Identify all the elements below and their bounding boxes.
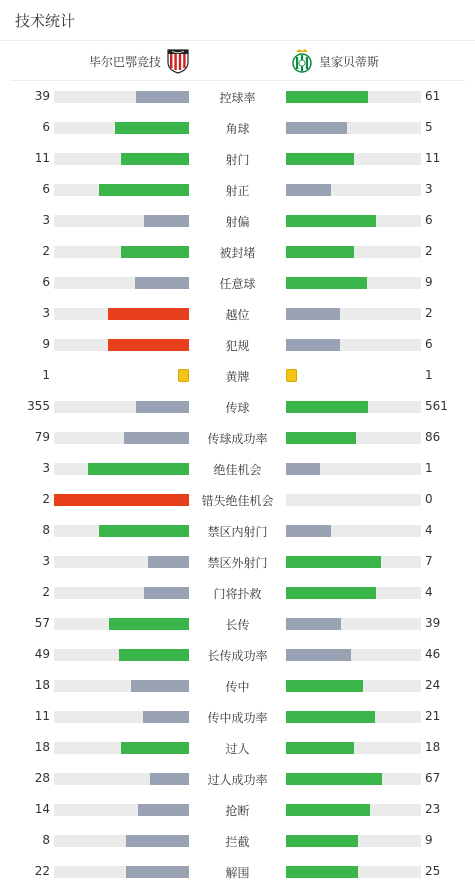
home-stat-bar-fill (144, 587, 189, 599)
stat-row (0, 174, 475, 205)
away-stat-value: 18 (425, 740, 441, 754)
home-stat-value: 3 (42, 306, 50, 320)
stat-label: 传球 (225, 401, 250, 415)
away-stat-bar-track (286, 184, 421, 196)
away-stat-bar-fill (286, 742, 354, 754)
stat-label: 控球率 (219, 91, 256, 105)
away-stat-value: 2 (425, 306, 433, 320)
stat-label: 长传成功率 (207, 649, 268, 663)
home-stat-value: 3 (42, 554, 50, 568)
home-stat-value: 22 (34, 864, 50, 878)
stat-row (0, 577, 475, 608)
away-stat-value: 2 (425, 244, 433, 258)
home-stat-bar-track (54, 91, 189, 103)
away-stat-bar-track (286, 339, 421, 351)
stat-label: 射偏 (225, 215, 250, 229)
away-stat-bar-track (286, 401, 421, 413)
away-stat-bar-fill (286, 463, 320, 475)
home-stat-bar-fill (88, 463, 189, 475)
home-stat-bar-fill (126, 835, 189, 847)
stat-label: 长传 (225, 618, 250, 632)
home-stat-bar-track (54, 866, 189, 878)
home-stat-bar-fill (121, 246, 189, 258)
away-stat-bar-fill (286, 401, 368, 413)
stat-row (0, 360, 475, 391)
away-stat-value: 7 (425, 554, 433, 568)
home-stat-bar-fill (126, 866, 189, 878)
home-stat-value: 18 (34, 740, 50, 754)
athletic-bilbao-crest-icon (166, 48, 190, 74)
stat-row (0, 608, 475, 639)
home-stat-value: 3 (42, 461, 50, 475)
home-stat-bar-fill (121, 153, 189, 165)
away-stat-value: 86 (425, 430, 441, 444)
away-stat-bar-track (286, 649, 421, 661)
home-stat-bar-fill (150, 773, 189, 785)
home-stat-bar-track (54, 835, 189, 847)
home-stat-bar-track (54, 804, 189, 816)
home-stat-bar-track (54, 525, 189, 537)
away-team[interactable] (290, 41, 379, 81)
yellow-card-icon (286, 369, 297, 382)
home-stat-value: 39 (34, 89, 50, 103)
home-stat-value: 1 (42, 368, 50, 382)
away-stat-bar-fill (286, 773, 382, 785)
away-stat-bar-fill (286, 680, 363, 692)
home-stat-bar-track (54, 432, 189, 444)
home-stat-value: 11 (34, 151, 50, 165)
away-stat-bar-fill (286, 122, 347, 134)
away-stat-value: 11 (425, 151, 441, 165)
stat-label: 禁区外射门 (207, 556, 268, 570)
away-stat-bar-fill (286, 556, 381, 568)
away-stat-bar-fill (286, 804, 370, 816)
away-stat-value: 46 (425, 647, 441, 661)
real-betis-crest-icon (290, 48, 314, 74)
stat-row (0, 701, 475, 732)
away-stat-bar-fill (286, 308, 340, 320)
away-stat-value: 1 (425, 461, 433, 475)
home-stat-value: 49 (34, 647, 50, 661)
away-stat-bar-fill (286, 184, 331, 196)
stat-row (0, 329, 475, 360)
stat-row (0, 515, 475, 546)
away-stat-bar-track (286, 91, 421, 103)
stat-row (0, 856, 475, 887)
away-stat-bar-track (286, 308, 421, 320)
away-stat-bar-fill (286, 215, 376, 227)
home-stat-bar-fill (148, 556, 189, 568)
away-stat-bar-track (286, 277, 421, 289)
away-stat-bar-track (286, 773, 421, 785)
stat-label: 射门 (225, 153, 250, 167)
teams-row (10, 41, 465, 81)
away-stat-bar-fill (286, 711, 375, 723)
stat-label: 抢断 (225, 804, 250, 818)
home-stat-value: 57 (34, 616, 50, 630)
home-stat-value: 6 (42, 182, 50, 196)
stat-label: 传中 (225, 680, 250, 694)
away-team-name: 皇家贝蒂斯 (319, 54, 380, 69)
away-stat-bar-fill (286, 587, 376, 599)
stat-row (0, 205, 475, 236)
home-stat-bar-track (54, 587, 189, 599)
away-stat-bar-fill (286, 835, 358, 847)
away-stat-bar-track (286, 618, 421, 630)
away-stat-value: 6 (425, 337, 433, 351)
home-team[interactable] (89, 41, 190, 81)
home-team-name: 毕尔巴鄂竞技 (88, 54, 161, 69)
away-stat-value: 9 (425, 275, 433, 289)
away-stat-value: 61 (425, 89, 441, 103)
home-stat-bar-fill (138, 804, 189, 816)
away-stat-bar-track (286, 494, 421, 506)
stat-row (0, 391, 475, 422)
home-stat-bar-fill (143, 711, 189, 723)
page-title: 技术统计 (15, 12, 76, 30)
stat-label: 犯规 (225, 339, 250, 353)
home-stat-bar-track (54, 680, 189, 692)
home-stat-bar-fill (54, 494, 189, 506)
away-stat-bar-track (286, 835, 421, 847)
stat-label: 过人成功率 (207, 773, 268, 787)
stat-row (0, 298, 475, 329)
home-stat-value: 6 (42, 120, 50, 134)
away-stat-bar-track (286, 556, 421, 568)
stat-label: 传中成功率 (207, 711, 268, 725)
home-stat-bar-track (54, 742, 189, 754)
away-stat-value: 0 (425, 492, 433, 506)
home-stat-value: 9 (42, 337, 50, 351)
home-stat-value: 8 (42, 833, 50, 847)
home-stat-value: 8 (42, 523, 50, 537)
stat-label: 传球成功率 (207, 432, 268, 446)
home-stat-bar-track (54, 122, 189, 134)
stat-label: 过人 (225, 742, 250, 756)
home-stat-bar-track (54, 773, 189, 785)
home-stat-bar-track (54, 618, 189, 630)
header (0, 0, 475, 41)
stat-label: 绝佳机会 (213, 463, 262, 477)
away-stat-value: 39 (425, 616, 441, 630)
away-stat-value: 5 (425, 120, 433, 134)
away-stat-bar-track (286, 153, 421, 165)
home-stat-bar-track (54, 556, 189, 568)
home-stat-value: 355 (27, 399, 50, 413)
home-stat-bar-fill (136, 91, 189, 103)
away-stat-bar-fill (286, 91, 368, 103)
home-stat-bar-fill (136, 401, 189, 413)
away-stat-bar-fill (286, 277, 367, 289)
home-stat-value: 18 (34, 678, 50, 692)
home-stat-value: 2 (42, 244, 50, 258)
stat-label: 被封堵 (219, 246, 256, 260)
stat-label: 拦截 (225, 835, 250, 849)
stat-row (0, 732, 475, 763)
stat-label: 黄牌 (225, 370, 250, 384)
home-stat-bar-track (54, 246, 189, 258)
home-stat-bar-track (54, 711, 189, 723)
stat-row (0, 143, 475, 174)
away-stat-bar-fill (286, 246, 354, 258)
away-stat-bar-track (286, 804, 421, 816)
stat-row (0, 763, 475, 794)
home-stat-bar-fill (108, 308, 189, 320)
stat-label: 角球 (225, 122, 250, 136)
stat-label: 错失绝佳机会 (201, 494, 274, 508)
home-stat-bar-fill (131, 680, 189, 692)
home-stat-value: 28 (34, 771, 50, 785)
home-stat-value: 2 (42, 585, 50, 599)
stat-row (0, 422, 475, 453)
away-stat-bar-track (286, 463, 421, 475)
stat-label: 门将扑救 (213, 587, 262, 601)
home-stat-bar-track (54, 494, 189, 506)
home-stat-bar-track (54, 308, 189, 320)
away-stat-bar-fill (286, 432, 356, 444)
away-stat-value: 67 (425, 771, 441, 785)
away-stat-value: 25 (425, 864, 441, 878)
home-stat-value: 6 (42, 275, 50, 289)
home-stat-bar-track (54, 339, 189, 351)
home-stat-bar-track (54, 184, 189, 196)
home-stat-bar-track (54, 463, 189, 475)
away-stat-value: 4 (425, 523, 433, 537)
stat-label: 射正 (225, 184, 250, 198)
home-stat-bar-track (54, 277, 189, 289)
away-stat-bar-fill (286, 866, 358, 878)
away-stat-value: 1 (425, 368, 433, 382)
home-stat-bar-track (54, 153, 189, 165)
stat-label: 任意球 (219, 277, 256, 291)
stat-row (0, 112, 475, 143)
home-stat-bar-fill (99, 184, 189, 196)
stat-label: 禁区内射门 (207, 525, 268, 539)
stat-label: 解围 (225, 866, 250, 880)
away-stat-bar-fill (286, 153, 354, 165)
away-stat-value: 23 (425, 802, 441, 816)
stat-row (0, 453, 475, 484)
away-stat-bar-track (286, 525, 421, 537)
away-stat-bar-track (286, 711, 421, 723)
away-stat-bar-fill (286, 339, 340, 351)
away-stat-bar-track (286, 122, 421, 134)
stat-row (0, 670, 475, 701)
away-stat-bar-track (286, 246, 421, 258)
away-stat-bar-track (286, 680, 421, 692)
away-stat-value: 3 (425, 182, 433, 196)
home-stat-value: 3 (42, 213, 50, 227)
away-stat-bar-fill (286, 525, 331, 537)
away-stat-bar-track (286, 432, 421, 444)
home-stat-value: 2 (42, 492, 50, 506)
home-stat-bar-fill (119, 649, 189, 661)
stat-row (0, 81, 475, 112)
away-stat-bar-track (286, 587, 421, 599)
stat-row (0, 794, 475, 825)
home-stat-bar-fill (124, 432, 189, 444)
away-stat-value: 561 (425, 399, 448, 413)
away-stat-bar-fill (286, 618, 341, 630)
away-stat-bar-track (286, 742, 421, 754)
home-stat-bar-fill (108, 339, 189, 351)
home-stat-bar-fill (121, 742, 189, 754)
away-stat-value: 9 (425, 833, 433, 847)
yellow-card-icon (178, 369, 189, 382)
stat-row (0, 484, 475, 515)
home-stat-bar-fill (135, 277, 189, 289)
away-stat-bar-track (286, 215, 421, 227)
home-stat-value: 14 (34, 802, 50, 816)
home-stat-bar-track (54, 649, 189, 661)
stat-label: 越位 (225, 308, 250, 322)
away-stat-value: 6 (425, 213, 433, 227)
away-stat-bar-track (286, 866, 421, 878)
home-stat-bar-fill (115, 122, 189, 134)
home-stat-bar-fill (99, 525, 189, 537)
home-stat-bar-track (54, 401, 189, 413)
away-stat-value: 24 (425, 678, 441, 692)
stat-row (0, 825, 475, 856)
home-stat-bar-track (54, 215, 189, 227)
home-stat-value: 79 (34, 430, 50, 444)
away-stat-value: 4 (425, 585, 433, 599)
home-stat-bar-fill (144, 215, 189, 227)
stat-row (0, 546, 475, 577)
away-stat-value: 21 (425, 709, 441, 723)
home-stat-value: 11 (34, 709, 50, 723)
home-stat-bar-fill (109, 618, 189, 630)
stat-row (0, 236, 475, 267)
stat-row (0, 639, 475, 670)
stat-row (0, 267, 475, 298)
away-stat-bar-fill (286, 649, 351, 661)
